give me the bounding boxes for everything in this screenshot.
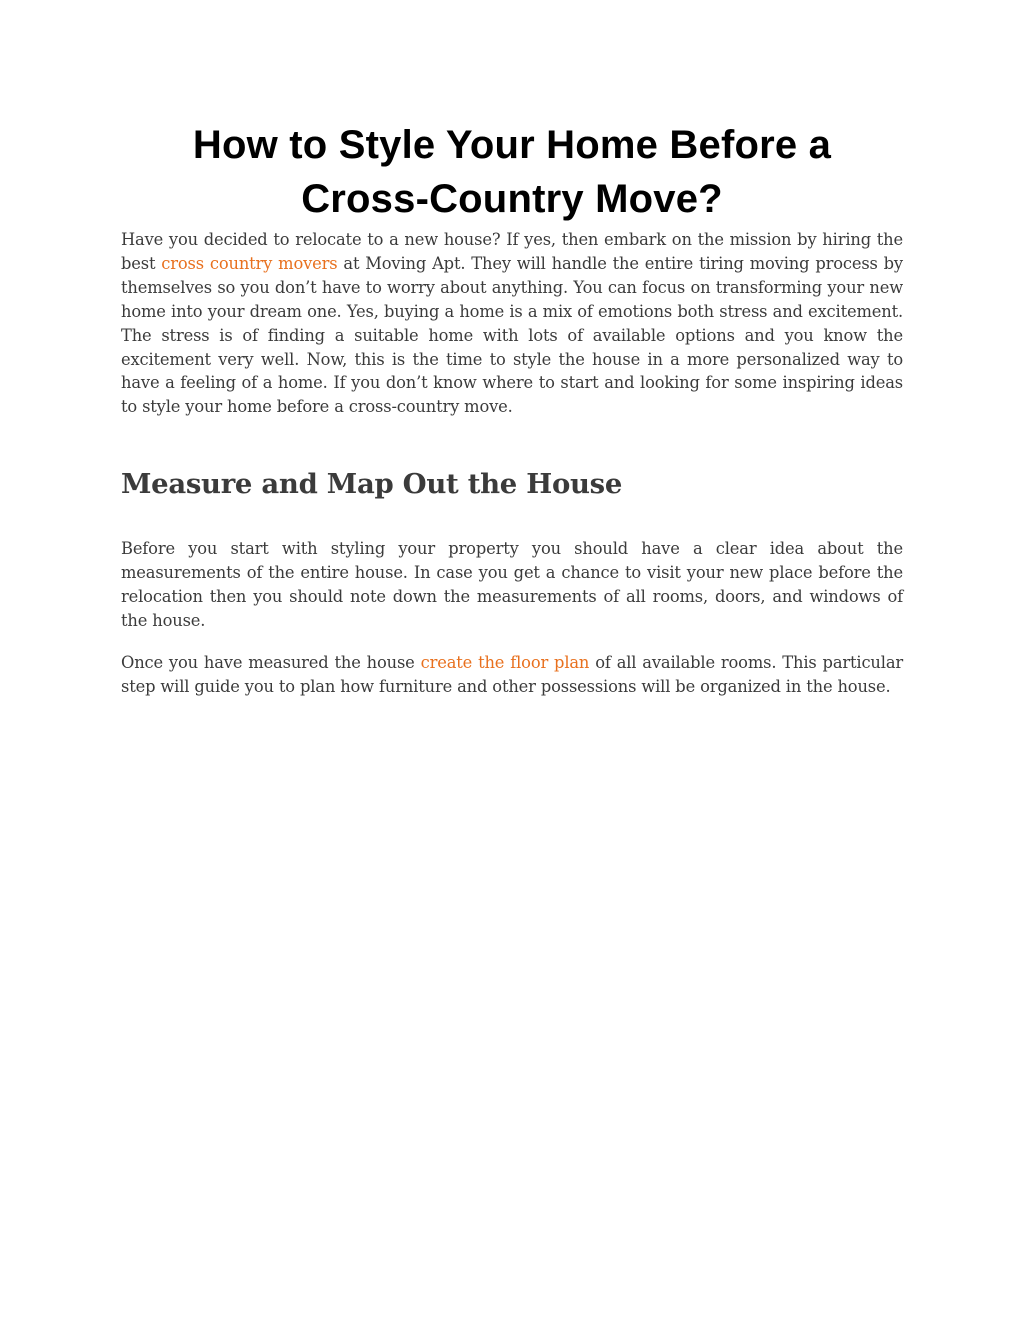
floor-plan-text-end: of all available rooms. This particular step will guide you to plan how furniture and other possessions will be organized in the house. [121, 652, 904, 696]
floor-plan-paragraph [121, 651, 903, 699]
floor-plan-text-start: Once you have measured the house [121, 652, 421, 672]
section-heading: Measure and Map Out the House [121, 468, 623, 501]
cross-country-movers-link[interactable]: cross country movers [161, 253, 338, 273]
document-page [121, 118, 903, 699]
create-floor-plan-link[interactable]: create the floor plan [420, 652, 590, 672]
page-title-line-2: Cross-Country Move? [301, 177, 723, 221]
intro-text-end: at Moving Apt. They will handle the entire tiring moving process by themselves so you don’t have to worry about anything. You can focus on transforming your new home into your dream one. Yes, buying a home is a mix of emotions both stress and excitement. The stress is of finding a suitable home with lots of available options and you know the excitement very well. Now, this is the time to style the house in a more personalized way to have a feeling of a home. If you don’t know where to start and looking for some inspiring ideas to style your home before a cross-country move. [121, 253, 903, 417]
measurements-paragraph: Before you start with styling your property you should have a clear idea about the measurements of the entire house. In case you get a chance to visit your new place before the relocation then you should note down the measurements of all rooms, doors, and windows of the house. [121, 539, 903, 630]
page-title [121, 118, 903, 226]
intro-text-start: Have you decided to relocate to a new house? If yes, then embark on the mission by hiring the best [121, 230, 903, 273]
page-title-line-1: How to Style Your Home Before a [192, 123, 832, 167]
intro-paragraph [121, 228, 903, 419]
